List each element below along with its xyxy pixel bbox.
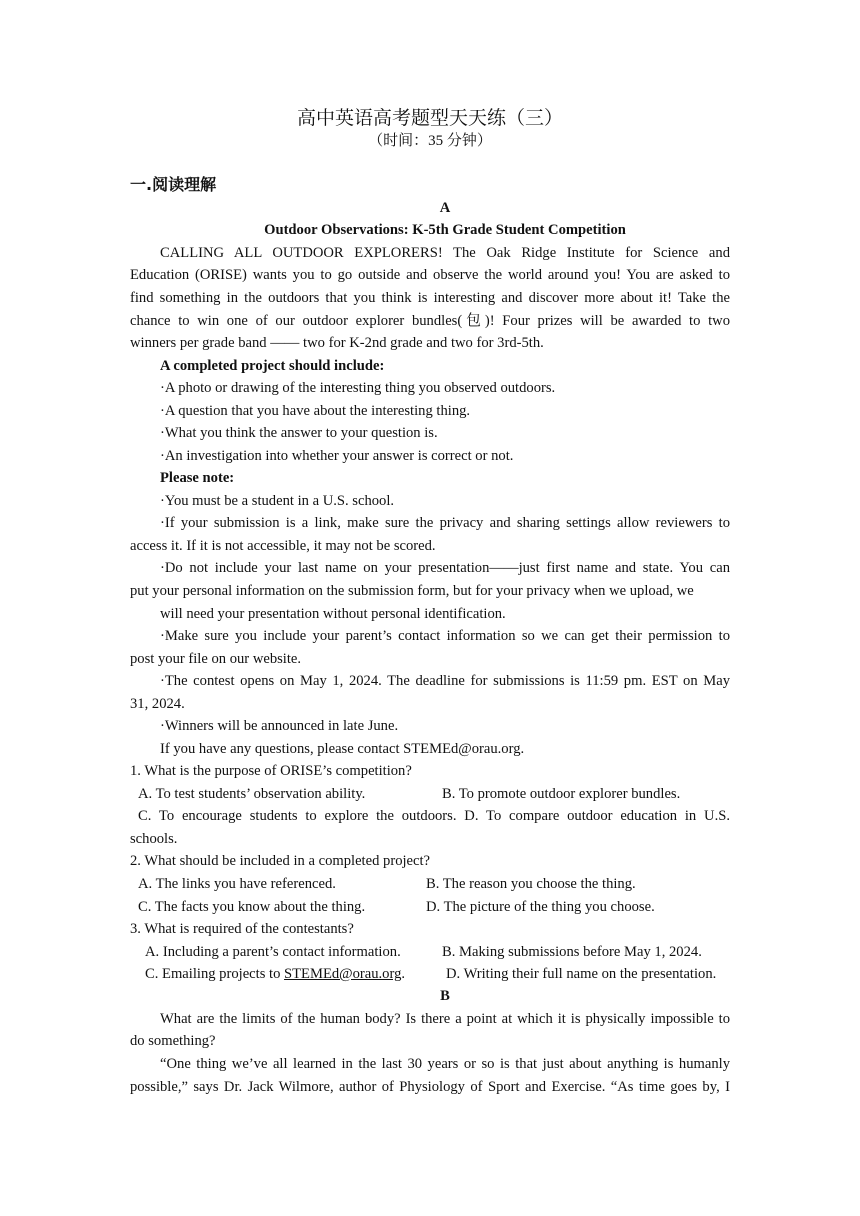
include-item: ·A question that you have about the interesting thing.: [160, 403, 471, 419]
question-stem: 1. What is the purpose of ORISE’s competition?: [130, 763, 412, 779]
option-c-d: C. To encourage students to explore the outdoors. D. To compare outdoor education in U.S.: [138, 808, 730, 824]
note-item-cont: put your personal information on the submission form, but for your privacy when we upload, we: [130, 583, 694, 599]
page-title: 高中英语高考题型天天练（三）: [296, 107, 563, 129]
intro-line: CALLING ALL OUTDOOR EXPLORERS! The Oak Ridge Institute for Science and: [160, 245, 730, 261]
option-c-suffix: .: [401, 966, 406, 982]
note-item-cont: 31, 2024.: [130, 696, 185, 712]
contact-line: If you have any questions, please contact STEMEd@orau.org.: [160, 741, 525, 757]
intro-line: chance to win one of our outdoor explorer bundles(包)! Four prizes will be awarded to two: [130, 313, 730, 329]
option-a: A. To test students’ observation ability.: [138, 786, 366, 802]
option-c: [145, 964, 405, 984]
note-item-cont: access it. If it is not accessible, it may not be scored.: [130, 538, 436, 554]
note-item-cont: will need your presentation without personal identification.: [160, 606, 506, 622]
include-heading: A completed project should include:: [160, 358, 385, 374]
note-item: ·Make sure you include your parent’s contact information so we can get their permission to: [160, 628, 730, 644]
email-link[interactable]: STEMEd@orau.org: [284, 966, 402, 982]
include-item: ·A photo or drawing of the interesting thing you observed outdoors.: [160, 380, 556, 396]
note-item: ·The contest opens on May 1, 2024. The deadline for submissions is 11:59 pm. EST on May: [160, 673, 730, 689]
option-d: D. Writing their full name on the presentation.: [446, 966, 717, 982]
option-c-prefix: C. Emailing projects to: [145, 966, 285, 982]
passage-a-heading: Outdoor Observations: K-5th Grade Student Competition: [264, 222, 626, 238]
option-d: D. The picture of the thing you choose.: [426, 899, 655, 915]
note-item-cont: post your file on our website.: [130, 651, 302, 667]
intro-line: Education (ORISE) wants you to go outside and observe the world around you! You are asked to: [130, 267, 730, 283]
passage-a-label: A: [439, 200, 451, 216]
section-heading: 一.阅读理解: [130, 175, 217, 194]
note-item: ·If your submission is a link, make sure the privacy and sharing settings allow reviewers to: [160, 515, 730, 531]
passage-b-line: do something?: [130, 1033, 216, 1049]
option-b: B. To promote outdoor explorer bundles.: [442, 786, 681, 802]
option-a: A. Including a parent’s contact information.: [145, 944, 401, 960]
question-stem: 2. What should be included in a completed project?: [130, 853, 431, 869]
passage-b-line: possible,” says Dr. Jack Wilmore, author of Physiology of Sport and Exercise. “As time goes by, I: [130, 1079, 730, 1095]
note-item: ·Winners will be announced in late June.: [160, 718, 399, 734]
note-item: ·Do not include your last name on your presentation——just first name and state. You can: [160, 560, 730, 576]
include-item: ·An investigation into whether your answer is correct or not.: [160, 448, 514, 464]
include-item: ·What you think the answer to your question is.: [160, 425, 438, 441]
option-b: B. The reason you choose the thing.: [426, 876, 636, 892]
option-cont: schools.: [130, 831, 178, 847]
intro-line: winners per grade band —— two for K-2nd grade and two for 3rd-5th.: [130, 335, 544, 351]
passage-b-line: What are the limits of the human body? Is there a point at which it is physically impossible to: [160, 1011, 730, 1027]
note-heading: Please note:: [160, 470, 235, 486]
option-a: A. The links you have referenced.: [138, 876, 336, 892]
passage-b-line: “One thing we’ve all learned in the last 30 years or so is that just about anything is humanly: [160, 1056, 730, 1072]
question-stem: 3. What is required of the contestants?: [130, 921, 354, 937]
page-subtitle: （时间：35 分钟）: [368, 133, 492, 149]
option-b: B. Making submissions before May 1, 2024.: [442, 944, 702, 960]
passage-b-label: B: [440, 988, 450, 1004]
option-c: C. The facts you know about the thing.: [138, 899, 366, 915]
intro-line: find something in the outdoors that you think is interesting and discover more about it! Take the: [130, 290, 730, 306]
note-item: ·You must be a student in a U.S. school.: [160, 493, 395, 509]
